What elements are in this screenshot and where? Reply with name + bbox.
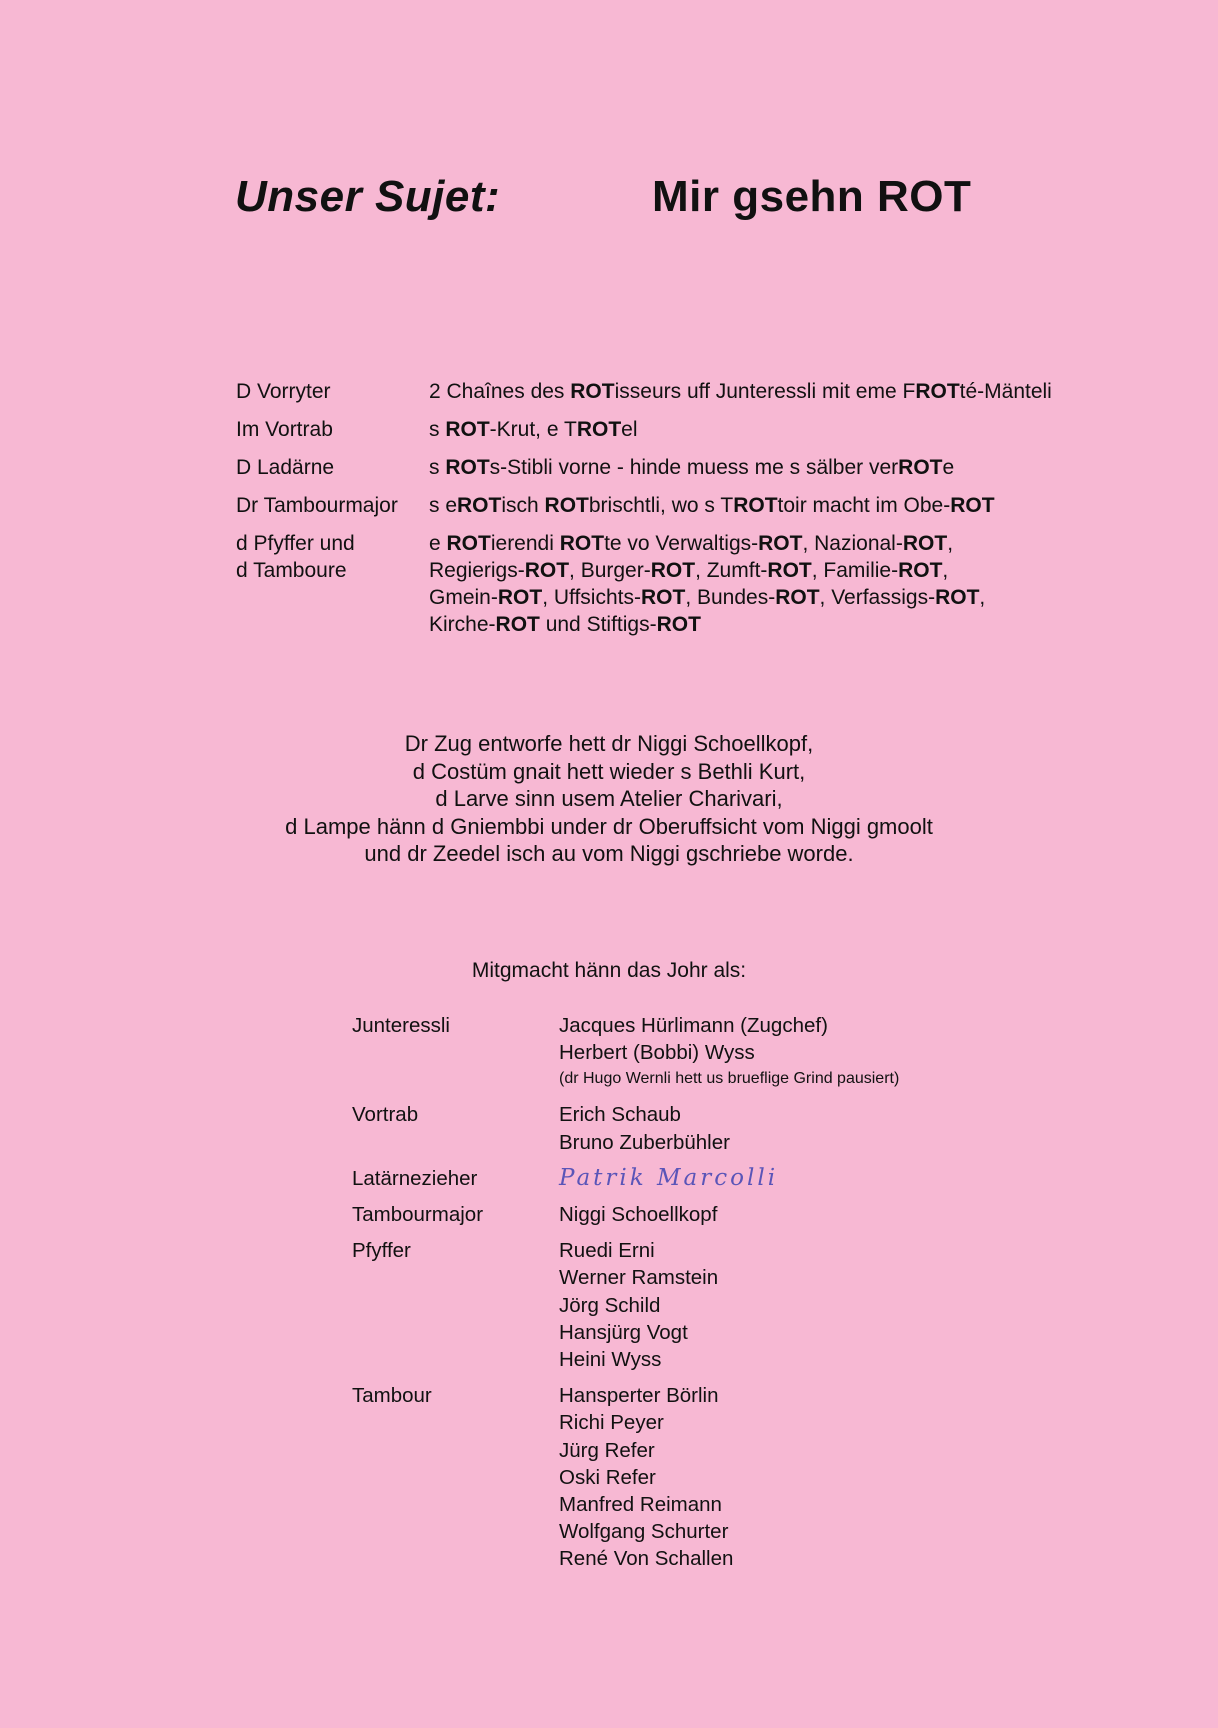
member-name: Jacques Hürlimann (Zugchef) (559, 1014, 828, 1037)
member-group (352, 1012, 1052, 1092)
credit-line: d Costüm gnait hett wieder s Bethli Kurt, (412, 758, 806, 784)
handwritten-name: Patrik Marcolli (559, 1164, 779, 1191)
title-right: Mir gsehn ROT (652, 172, 972, 221)
member-role: Tambour (352, 1384, 432, 1408)
member-name: Ruedi Erni (559, 1239, 655, 1263)
member-group (352, 1382, 1052, 1572)
member-role: Latärnezieher (352, 1166, 478, 1190)
sujet-role: Dr Tambourmajor (236, 494, 398, 517)
member-group (352, 1101, 1052, 1155)
member-name: Niggi Schoellkopf (559, 1203, 718, 1227)
sujet-row (236, 454, 1136, 481)
credit-line: Dr Zug entworfe hett dr Niggi Schoellkopf, (404, 731, 814, 756)
sujet-row (236, 416, 1136, 443)
member-name: Herbert (Bobbi) Wyss (559, 1041, 755, 1065)
sujet-description: s ROT-Krut, e TROTel (429, 418, 638, 441)
credit-line: d Larve sinn usem Atelier Charivari, (435, 786, 783, 811)
member-name: Bruno Zuberbühler (559, 1130, 730, 1154)
sujet-description: s ROTs-Stibli vorne - hinde muess me s sälber verROTe (429, 456, 955, 479)
member-name: Hansjürg Vogt (559, 1320, 688, 1344)
member-name: Jürg Refer (559, 1438, 655, 1462)
credit-line: und dr Zeedel isch au vom Niggi gschriebe worde. (364, 841, 854, 866)
member-names (559, 1201, 717, 1228)
sujet-role: D Vorryter (236, 380, 331, 403)
member-name: Erich Schaub (559, 1103, 681, 1127)
member-group (352, 1165, 1052, 1192)
credits-block (0, 730, 1218, 868)
members-list (352, 1012, 1052, 1582)
member-name: René Von Schallen (559, 1547, 734, 1571)
member-name: Hansperter Börlin (559, 1384, 719, 1408)
member-note: (dr Hugo Wernli hett us brueflige Grind pausiert) (559, 1070, 900, 1088)
sujet-list (236, 378, 1136, 649)
sujet-row (236, 378, 1136, 405)
member-name: Richi Peyer (559, 1411, 664, 1435)
member-names (559, 1382, 733, 1572)
sujet-role: d Pfyffer und d Tamboure (236, 532, 355, 582)
member-names (559, 1012, 899, 1092)
member-names (559, 1101, 730, 1155)
sujet-row (236, 530, 1136, 638)
title-left: Unser Sujet: (235, 172, 501, 221)
sujet-role: Im Vortrab (236, 418, 333, 441)
sujet-row (236, 492, 1136, 519)
credit-line: d Lampe hänn d Gniembbi under dr Oberuffsicht vom Niggi gmoolt (285, 813, 933, 839)
member-names (559, 1237, 718, 1373)
member-names (559, 1165, 778, 1192)
member-group (352, 1201, 1052, 1228)
sujet-description: 2 Chaînes des ROTisseurs uff Junteressli mit eme FROTté-Mänteli (429, 380, 1052, 403)
member-name: Manfred Reimann (559, 1493, 722, 1517)
member-role: Junteressli (352, 1014, 450, 1037)
sujet-role: D Ladärne (236, 456, 335, 479)
member-name: Wolfgang Schurter (559, 1520, 729, 1544)
member-name: Heini Wyss (559, 1348, 662, 1372)
sujet-description: s eROTisch ROTbrischtli, wo s TROTtoir macht im Obe-ROT (429, 494, 995, 517)
member-name: Oski Refer (559, 1465, 656, 1489)
member-role: Tambourmajor (352, 1203, 484, 1227)
members-heading: Mitgmacht hänn das Johr als: (471, 959, 747, 982)
member-name: Werner Ramstein (559, 1266, 719, 1290)
sujet-description: e ROTierendi ROTte vo Verwaltigs-ROT, Nazional-ROT, Regierigs-ROT, Burger-ROT, Zumft-ROT, Familie-ROT, Gmein-ROT, Uffsichts-ROT, Bundes-ROT, Verfassigs-ROT, Kirche-ROT und Stiftigs-ROT (429, 532, 986, 636)
member-role: Pfyffer (352, 1239, 411, 1263)
member-name: Jörg Schild (559, 1293, 661, 1317)
member-group (352, 1237, 1052, 1373)
member-role: Vortrab (352, 1103, 419, 1127)
